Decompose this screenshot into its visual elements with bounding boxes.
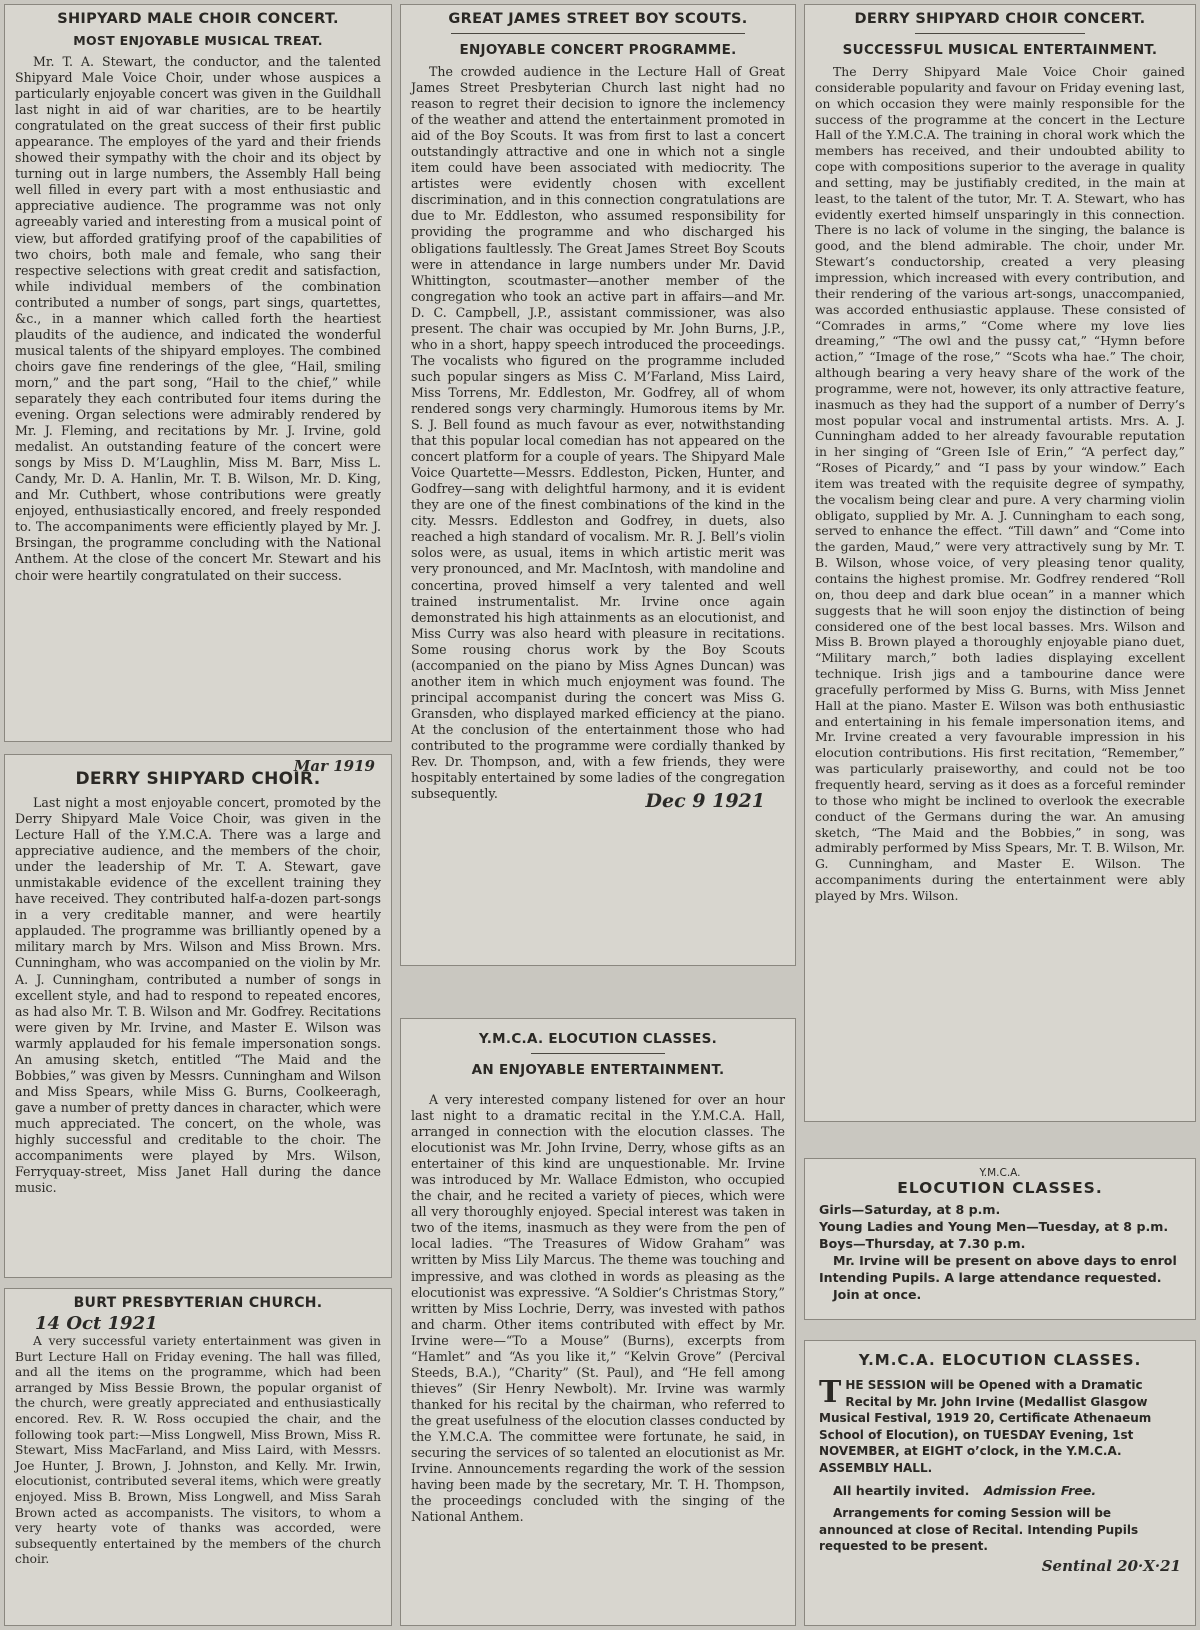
article-subtitle: MOST ENJOYABLE MUSICAL TREAT. xyxy=(73,33,323,48)
article-subtitle: ENJOYABLE CONCERT PROGRAMME. xyxy=(459,42,737,58)
article-title: BURT PRESBYTERIAN CHURCH. xyxy=(73,1295,323,1311)
advert-kicker: Y.M.C.A. xyxy=(979,1167,1021,1179)
advert-line: Girls—Saturday, at 8 p.m. xyxy=(819,1202,1001,1217)
advert-line: Join at once. xyxy=(833,1287,922,1302)
title-rule xyxy=(915,33,1085,34)
article-body: A very interested company listened for over an hour last night to a dramatic recital in the Y.M.C.A. Hall, arranged in connection with the elocution classes. The elocutionist was Mr. John Irvine, Derry, whose gifts as an entertainer of this kind are unquestionable. Mr. Irvine was introduced by Mr. Wallace Edmiston, who occupied the chair, and he recited a variety of pieces, which were all very thoroughly enjoyed. Special interest was taken in two of the items, inasmuch as they were from the pen of local ladies. “The Treasures of Widow Graham” was written by Miss Lily Marcus. The theme was touching and impressive, and was clothed in words as pleasing as the elocutionist was expressive. “A Soldier’s Christmas Story,” written by Miss Lochrie, Derry, was invested with pathos and charm. Other items contributed with effect by Mr. Irvine were—“To a Mouse” (Burns), excerpts from “Hamlet” and “As you like it,” “Kelvin Grove” (Percival Steeds, B.A.), “Charity” (St. Paul), and “He fell among thieves” (Sir Henry Newbolt). Mr. Irvine was warmly thanked for his recital by the chairman, who referred to the great usefulness of the elocution classes conducted by the Y.M.C.A. The committee were fortunate, he said, in securing the services of so talented an elocutionist as Mr. Irvine. Announcements regarding the work of the session having been made by the secretary, Mr. T. H. Thompson, the proceedings concluded with the singing of the National Anthem. xyxy=(411,1092,785,1525)
article-shipyard-choir-concert xyxy=(4,4,392,742)
drop-cap: T xyxy=(819,1375,842,1410)
advert-arrangements: Arrangements for coming Session will be announced at close of Recital. Intending Pupils requested to be present. xyxy=(819,1506,1139,1553)
article-title: DERRY SHIPYARD CHOIR. xyxy=(75,769,321,789)
title-rule xyxy=(531,1053,665,1054)
article-body: The crowded audience in the Lecture Hall of Great James Street Presbyterian Church last night had no reason to regret their decision to ignore the inclemency of the weather and attend the entertainment promoted in aid of the Boy Scouts. It was from first to last a concert outstandingly attractive and one in which not a single item could have been associated with mediocrity. The artistes were evidently chosen with excellent discrimination, and in this connection congratulations are due to Mr. Eddleston, who assumed responsibility for providing the programme and who discharged his obligations faultlessly. The Great James Street Boy Scouts were in attendance in large numbers under Mr. David Whittington, scoutmaster—another member of the congregation who took an active part in affairs—and Mr. D. C. Campbell, J.P., assistant commissioner, was also present. The chair was occupied by Mr. John Burns, J.P., who in a short, happy speech introduced the proceedings. The vocalists who figured on the programme included such popular singers as Miss C. M’Farland, Miss Laird, Miss Torrens, Mr. Eddleston, Mr. Godfrey, all of whom rendered songs very charmingly. Humorous items by Mr. S. J. Bell found as much favour as ever, notwithstanding that this popular local comedian has not appeared on the concert platform for a couple of years. The Shipyard Male Voice Quartette—Messrs. Eddleston, Picken, Hunter, and Godfrey—sang with delightful harmony, and it is evident they are one of the finest combinations of the kind in the city. Messrs. Eddleston and Godfrey, in duets, also reached a high standard of vocalism. Mr. R. J. Bell’s violin solos were, as usual, items in which artistic merit was very pronounced, and Mr. MacIntosh, with mandoline and concertina, proved himself a very talented and well trained instrumentalist. Mr. Irvine once again demonstrated his high attainments as an elocutionist, and Miss Curry was also heard with pleasure in recitations. Some rousing chorus work by the Boy Scouts (accompanied on the piano by Miss Agnes Duncan) was another item in which much enjoyment was found. The principal accompanist during the concert was Miss G. Gransden, who displayed marked efficiency at the piano. At the conclusion of the entertainment those who had contributed to the programme were cordially thanked by Rev. Dr. Thompson, and, with a few friends, they were hospitably entertained by some ladies of the congregation subsequently. xyxy=(411,64,785,802)
article-derry-shipyard-choir xyxy=(4,754,392,1278)
title-rule xyxy=(451,33,745,34)
article-derry-shipyard-choir-concert xyxy=(804,4,1196,1122)
article-body: Mr. T. A. Stewart, the conductor, and the talented Shipyard Male Voice Choir, under whose auspices a particularly enjoyable concert was given in the Guildhall last night in aid of war charities, are to be heartily congratulated on the great success of their first public appearance. The employes of the yard and their friends showed their sympathy with the choir and its object by turning out in large numbers, the Assembly Hall being well filled in every part with a most enthusiastic and appreciative audience. The programme was not only agreeably varied and interesting from a musical point of view, but afforded gratifying proof of the capabilities of two choirs, both male and female, who sang their respective selections with great credit and satisfaction, while individual members of the combination contributed a number of songs, part sings, quartettes, &c., in a manner which called forth the heartiest plaudits of the audience, and indicated the wonderful musical talents of the shipyard employes. The combined choirs gave fine renderings of the glee, “Hail, smiling morn,” and the part song, “Hail to the chief,” while separately they each contributed four items during the evening. Organ selections were admirably rendered by Mr. J. Fleming, and recitations by Mr. J. Irvine, gold medalist. An outstanding feature of the concert were songs by Miss D. M’Laughlin, Miss M. Barr, Miss L. Candy, Mr. D. A. Hanlin, Mr. T. B. Wilson, Mr. D. King, and Mr. Cuthbert, whose contributions were greatly enjoyed, enthusiastically encored, and freely responded to. The accompaniments were efficiently played by Mr. J. Brsingan, the programme concluding with the National Anthem. At the close of the concert Mr. Stewart and his choir were heartily congratulated on their success. xyxy=(15,54,381,583)
advert-line: Boys—Thursday, at 7.30 p.m. xyxy=(819,1236,1026,1251)
advert-admission: Admission Free. xyxy=(983,1483,1097,1498)
article-great-james-street-boy-scouts xyxy=(400,4,796,966)
article-subtitle: AN ENJOYABLE ENTERTAINMENT. xyxy=(471,1062,725,1078)
article-burt-presbyterian-church xyxy=(4,1288,392,1626)
handwritten-date: Dec 9 1921 xyxy=(645,790,765,813)
article-title: SHIPYARD MALE CHOIR CONCERT. xyxy=(57,11,339,27)
advert-elocution-classes xyxy=(804,1158,1196,1320)
handwritten-date: Mar 1919 xyxy=(293,757,375,775)
article-title: Y.M.C.A. ELOCUTION CLASSES. xyxy=(478,1031,718,1047)
article-title: DERRY SHIPYARD CHOIR CONCERT. xyxy=(854,11,1146,27)
article-body: Last night a most enjoyable concert, promoted by the Derry Shipyard Male Voice Choir, was given in the Lecture Hall of the Y.M.C.A. There was a large and appreciative audience, and the members of the choir, under the leadership of Mr. T. A. Stewart, gave unmistakable evidence of the excellent training they have received. They contributed half-a-dozen part-songs in a very creditable manner, and were heartily applauded. The programme was brilliantly opened by a military march by Mrs. Wilson and Miss Brown. Mrs. Cunningham, who was accompanied on the violin by Mr. A. J. Cunningham, contributed a number of songs in excellent style, and had to respond to repeated encores, as had also Mr. T. B. Wilson and Mr. Godfrey. Recitations were given by Mr. Irvine, and Master E. Wilson was warmly applauded for his female impersonation songs. An amusing sketch, entitled “The Maid and the Bobbies,” was given by Messrs. Cunningham and Wilson and Miss Spears, while Miss G. Burns, Coolkeeragh, gave a number of pretty dances in character, which were much appreciated. The concert, on the whole, was highly successful and creditable to the choir. The accompaniments were played by Mrs. Wilson, Ferryquay-street, Miss Janet Hall during the dance music. xyxy=(15,795,381,1196)
article-title: GREAT JAMES STREET BOY SCOUTS. xyxy=(448,11,748,27)
article-ymca-elocution-entertainment xyxy=(400,1018,796,1626)
advert-line: Mr. Irvine will be present on above days to enrol Intending Pupils. A large attendance requested. xyxy=(819,1253,1177,1285)
advert-title: ELOCUTION CLASSES. xyxy=(897,1179,1103,1197)
advert-body-text: HE SESSION will be Opened with a Dramatic Recital by Mr. John Irvine (Medallist Glasgow Musical Festival, 1919 20, Certificate Athenaeum School of Elocution), on TUESDAY Evening, 1st NOVEMBER, at EIGHT o’clock, in the Y.M.C.A. ASSEMBLY HALL. xyxy=(819,1378,1152,1475)
handwritten-note: Sentinal 20·X·21 xyxy=(1041,1556,1181,1575)
advert-session-opening xyxy=(804,1340,1196,1626)
advert-line: Young Ladies and Young Men—Tuesday, at 8 p.m. xyxy=(819,1219,1169,1234)
article-body: The Derry Shipyard Male Voice Choir gained considerable popularity and favour on Friday evening last, on which occasion they were mainly responsible for the success of the programme at the concert in the Lecture Hall of the Y.M.C.A. The training in choral work which the members has received, and their undoubted ability to cope with compositions superior to the average in quality and setting, may be justifiably credited, in the main at least, to the talent of the tutor, Mr. T. A. Stewart, who has evidently exerted himself unsparingly in this connection. There is no lack of volume in the singing, the balance is good, and the blend admirable. The choir, under Mr. Stewart’s conductorship, created a very pleasing impression, which increased with every contribution, and their rendering of the various art-songs, unaccompanied, was accorded enthusiastic applause. These consisted of “Comrades in arms,” “Come where my love lies dreaming,” “The owl and the pussy cat,” “Hymn before action,” “Image of the rose,” “Scots wha hae.” The choir, although bearing a very heavy share of the work of the programme, were not, however, its only attractive feature, inasmuch as they had the support of a number of Derry’s most popular vocal and instrumental artists. Mrs. A. J. Cunningham added to her already favourable reputation in her singing of “Green Isle of Erin,” “A perfect day,” “Roses of Picardy,” and “I pass by your window.” Each item was treated with the requisite degree of sympathy, the vocalism being clear and pure. A very charming violin obligato, supplied by Mr. A. J. Cunningham to each song, served to enhance the effect. “Till dawn” and “Come into the garden, Maud,” were very attractively sung by Mr. T. B. Wilson, whose voice, of very pleasing tenor quality, contains the highest promise. Mr. Godfrey rendered “Roll on, thou deep and dark blue ocean” in a manner which suggests that he will soon enjoy the distinction of being considered one of the best local basses. Mrs. Wilson and Miss B. Brown played a thoroughly enjoyable piano duet, “Military march,” both ladies displaying excellent technique. Irish jigs and a tambourine dance were gracefully performed by Miss G. Burns, with Miss Jennet Hall at the piano. Master E. Wilson was both enthusiastic and entertaining in his female impersonation items, and Mr. Irvine created a very favourable impression in his elocution contributions. His first recitation, “Remember,” was particularly praiseworthy, and could not be too frequently heard, serving as it does as a forceful reminder to those who might be inclined to overlook the execrable conduct of the Germans during the war. An amusing sketch, “The Maid and the Bobbies,” in song, was admirably performed by Miss Spears, Mr. T. B. Wilson, Mr. G. Cunningham, and Master E. Wilson. The accompaniments during the entertainment were ably played by Mrs. Wilson. xyxy=(815,64,1185,903)
handwritten-date: 14 Oct 1921 xyxy=(35,1313,158,1334)
article-body: A very successful variety entertainment was given in Burt Lecture Hall on Friday evening. The hall was filled, and all the items on the programme, which had been arranged by Miss Bessie Brown, the popular organist of the church, were greatly appreciated and enthusiastically encored. Rev. R. W. Ross occupied the chair, and the following took part:—Miss Longwell, Miss Brown, Miss R. Stewart, Miss MacFarland, and Miss Laird, with Messrs. Joe Hunter, J. Brown, J. Johnston, and Kelly. Mr. Irwin, elocutionist, contributed several items, which were greatly enjoyed. Miss B. Brown, Miss Longwell, and Miss Sarah Brown acted as accompanists. The visitors, to whom a very hearty vote of thanks was accorded, were subsequently entertained by the members of the church choir. xyxy=(15,1334,381,1567)
advert-invite-line xyxy=(819,1482,1181,1499)
advert-title: Y.M.C.A. ELOCUTION CLASSES. xyxy=(858,1351,1142,1369)
advert-body xyxy=(819,1377,1181,1476)
article-subtitle: SUCCESSFUL MUSICAL ENTERTAINMENT. xyxy=(842,42,1158,58)
advert-invite: All heartily invited. xyxy=(833,1483,970,1498)
